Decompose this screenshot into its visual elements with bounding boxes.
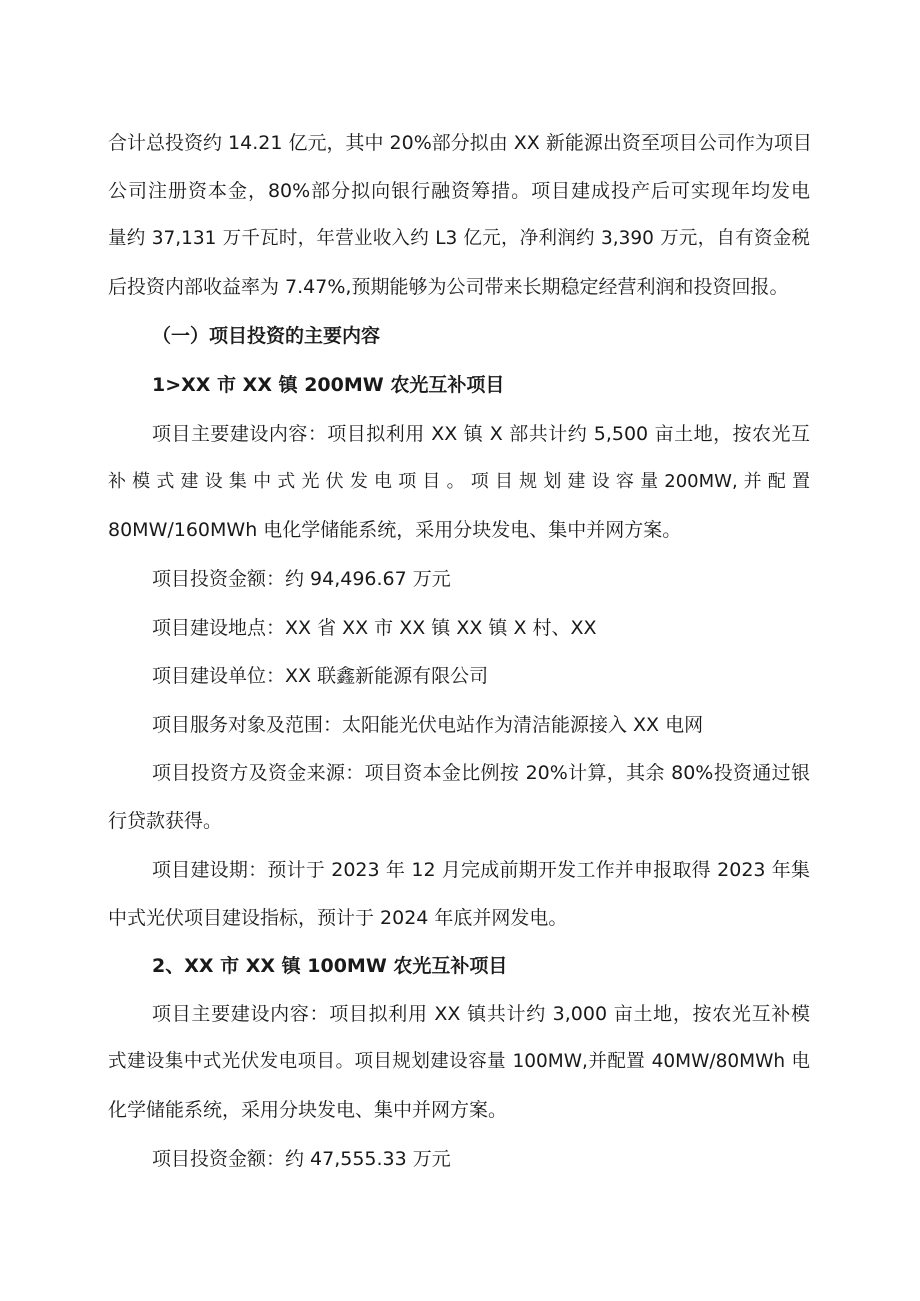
intro-line-3: 量约 37,131 万千瓦时，年营业收入约 L3 亿元，净利润约 3,390 万元，自有资金税	[108, 228, 810, 249]
project1-content-line-2: 补 模 式 建 设 集 中 式 光 伏 发 电 项 目 。 项 目 规 划 建 设 容 量 200MW, 并 配 置	[108, 471, 810, 492]
project1-scope: 项目服务对象及范围：太阳能光伏电站作为清洁能源接入 XX 电网	[152, 714, 704, 736]
project2-content-line-3: 化学储能系统，采用分块发电、集中并网方案。	[108, 1099, 508, 1121]
project2-amount: 项目投资金额：约 47,555.33 万元	[152, 1148, 451, 1170]
project1-funding-line-1: 项目投资方及资金来源：项目资本金比例按 20%计算，其余 80%投资通过银	[152, 762, 810, 784]
intro-line-1: 合计总投资约 14.21 亿元，其中 20%部分拟由 XX 新能源出资至项目公司作为项目	[108, 132, 812, 154]
project2-title: 2、XX 市 XX 镇 100MW 农光互补项目	[152, 955, 508, 977]
project1-amount: 项目投资金额：约 94,496.67 万元	[152, 568, 451, 590]
intro-line-4: 后投资内部收益率为 7.47%,预期能够为公司带来长期稳定经营利润和投资回报。	[108, 276, 789, 298]
project1-content-line-3: 80MW∕160MWh 电化学储能系统，采用分块发电、集中并网方案。	[108, 519, 682, 541]
project1-period-line-1: 项目建设期：预计于 2023 年 12 月完成前期开发工作并申报取得 2023 年集	[152, 859, 810, 881]
project1-unit: 项目建设单位：XX 联鑫新能源有限公司	[152, 665, 489, 687]
project1-title: 1>XX 市 XX 镇 200MW 农光互补项目	[152, 374, 505, 396]
section-heading: （一）项目投资的主要内容	[152, 325, 381, 347]
project1-location: 项目建设地点：XX 省 XX 市 XX 镇 XX 镇 X 村、XX	[152, 617, 597, 639]
project2-content-line-1: 项目主要建设内容：项目拟利用 XX 镇共计约 3,000 亩土地，按农光互补模	[152, 1003, 810, 1025]
project1-funding-line-2: 行贷款获得。	[108, 810, 223, 832]
intro-line-2: 公司注册资本金，80%部分拟向银行融资筹措。项目建成投产后可实现年均发电	[108, 180, 810, 202]
project1-content-line-1: 项目主要建设内容：项目拟利用 XX 镇 X 部共计约 5,500 亩土地，按农光互	[152, 423, 810, 445]
project2-content-line-2: 式建设集中式光伏发电项目。项目规划建设容量 100MW,并配置 40MW∕80MWh 电	[108, 1051, 810, 1072]
project1-period-line-2: 中式光伏项目建设指标，预计于 2024 年底并网发电。	[108, 907, 568, 929]
